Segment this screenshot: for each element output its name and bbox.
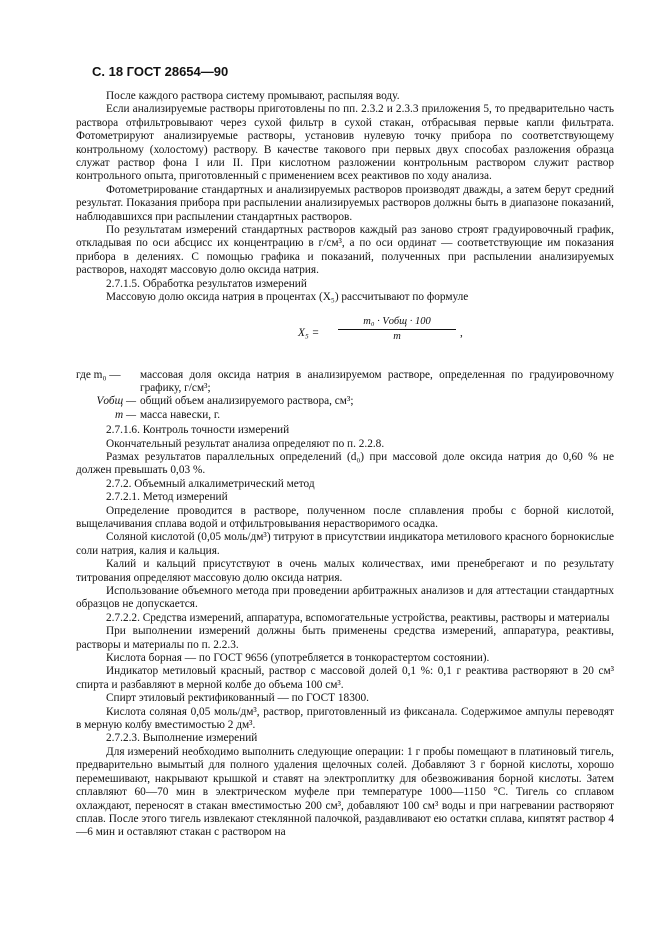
- paragraph: Спирт этиловый ректификованный — по ГОСТ 18300.: [106, 692, 369, 705]
- legend-row: [76, 369, 614, 396]
- formula-trail: ,: [460, 326, 463, 339]
- paragraph: Окончательный результат анализа определяют по п. 2.2.8.: [106, 437, 385, 450]
- formula-lhs: X₅ =: [298, 326, 320, 339]
- formula-legend: [76, 369, 614, 423]
- formula: [76, 315, 614, 355]
- paragraph: Кислота соляная 0,05 моль/дм³, раствор, приготовленный из фиксанала. Содержимое ампулы переводят в мерную колбу вместимостью 2 дм³.: [76, 705, 614, 732]
- formula-denominator: m: [393, 330, 401, 342]
- section-heading: 2.7.1.6. Контроль точности измерений: [106, 424, 290, 437]
- section-heading: 2.7.2.3. Выполнение измерений: [106, 732, 258, 745]
- paragraph: Индикатор метиловый красный, раствор с массовой долей 0,1 %: 0,1 г реактива растворяют в 20 см³ спирта и разбавляют в мерной колбе до объема 100 см³.: [76, 665, 614, 691]
- paragraph: Массовую долю оксида натрия в процентах (X₅) рассчитывают по формуле: [106, 291, 469, 304]
- paragraph: Если анализируемые растворы приготовлены по пп. 2.3.2 и 2.3.3 приложения 5, то предварительно часть раствора отфильтровывают через сухой фильтр в сухой стакан, отбрасывая первые капли фильтрата. Фотометрируют анализируемые растворы, установив нулевую точку прибора по соответствующему контрольному (холостому) раствору. В качестве такового при первых двух способах разложения образца служат раствор фона I или II. При кислотном разложении контрольным раствором служит раствор контрольного опыта, приготовленный с применением всех реактивов по ходу анализа.: [76, 103, 614, 183]
- paragraph: При выполнении измерений должны быть применены средства измерений, аппаратура, реактивы, растворы и материалы по п. 2.2.3.: [76, 625, 614, 651]
- paragraph: Определение проводится в растворе, полученном после сплавления пробы с борной кислотой, выщелачивания сплава водой и отфильтровывания нерастворимого осадка.: [76, 504, 614, 530]
- section-heading: 2.7.2.2. Средства измерений, аппаратура, вспомогательные устройства, реактивы, растворы и материалы: [106, 611, 610, 624]
- paragraph: Использование объемного метода при проведении арбитражных анализов и для аттестации стандартных образцов не допускается.: [76, 585, 614, 611]
- document-body: [76, 90, 614, 840]
- section-heading: 2.7.2.1. Метод измерений: [106, 491, 228, 504]
- paragraph: Фотометрирование стандартных и анализируемых растворов производят дважды, а затем берут средний результат. Показания прибора при распылении анализируемых растворов должны быть в диапазоне показаний, наблюдавшихся при распылении стандартных растворов.: [76, 183, 614, 223]
- legend-symbol: m —: [114, 408, 136, 421]
- legend-symbol: Vобщ —: [96, 395, 136, 408]
- formula-fraction: [338, 315, 456, 344]
- paragraph: По результатам измерений стандартных растворов каждый раз заново строят градуировочный график, откладывая по оси абсцисс их концентрацию в г/см³, а по оси ординат — соответствующие им показания прибора в делениях. С помощью графика и показаний, полученных при распылении анализируемых растворов, находят массовую долю оксида натрия.: [76, 224, 614, 277]
- paragraph: Кислота борная — по ГОСТ 9656 (употребляется в тонкорастертом состоянии).: [106, 652, 490, 665]
- paragraph: После каждого раствора систему промывают, распыляя воду.: [106, 90, 400, 102]
- section-heading: 2.7.2. Объемный алкалиметрический метод: [106, 477, 315, 490]
- legend-symbol: где m₀ —: [76, 368, 121, 381]
- legend-desc: массовая доля оксида натрия в анализируемом растворе, определенная по градуировочному графику, г/см³;: [140, 368, 614, 394]
- paragraph: Калий и кальций присутствуют в очень малых количествах, ими пренебрегают и по результату титрования определяют массовую долю оксида натрия.: [76, 558, 614, 584]
- legend-desc: общий объем анализируемого раствора, см³;: [140, 395, 354, 408]
- section-heading: 2.7.1.5. Обработка результатов измерений: [106, 277, 307, 290]
- paragraph: Размах результатов параллельных определений (d₀) при массовой доле оксида натрия до 0,60 % не должен превышать 0,03 %.: [76, 450, 614, 477]
- legend-row: [76, 395, 614, 408]
- legend-row: [76, 409, 614, 422]
- paragraph: Соляной кислотой (0,05 моль/дм³) титруют в присутствии индикатора метилового красного борнокислые соли натрия, калия и кальция.: [76, 531, 614, 557]
- paragraph: Для измерений необходимо выполнить следующие операции: 1 г пробы помещают в платиновый тигель, предварительно вымытый для полного удаления щелочных солей. Добавляют 3 г борной кислоты, хорошо перемешивают, накрывают крышкой и ставят на электроплитку для обезвоживания борной кислоты. Затем сплавляют 60—70 мин в электрическом муфеле при температуре 1000—1150 °С. Тигель со сплавом охлаждают, переносят в стакан вместимостью 200 см³, добавляют 100 см³ воды и при нагревании растворяют сплав. После этого тигель извлекают стеклянной палочкой, раздавливают ею остатки сплава, кипятят раствор 4—6 мин и оставляют стакан с раствором на: [76, 745, 614, 839]
- legend-desc: масса навески, г.: [140, 408, 221, 421]
- page-header: С. 18 ГОСТ 28654—90: [92, 64, 229, 79]
- formula-numerator: m₀ · Vобщ · 100: [338, 315, 456, 330]
